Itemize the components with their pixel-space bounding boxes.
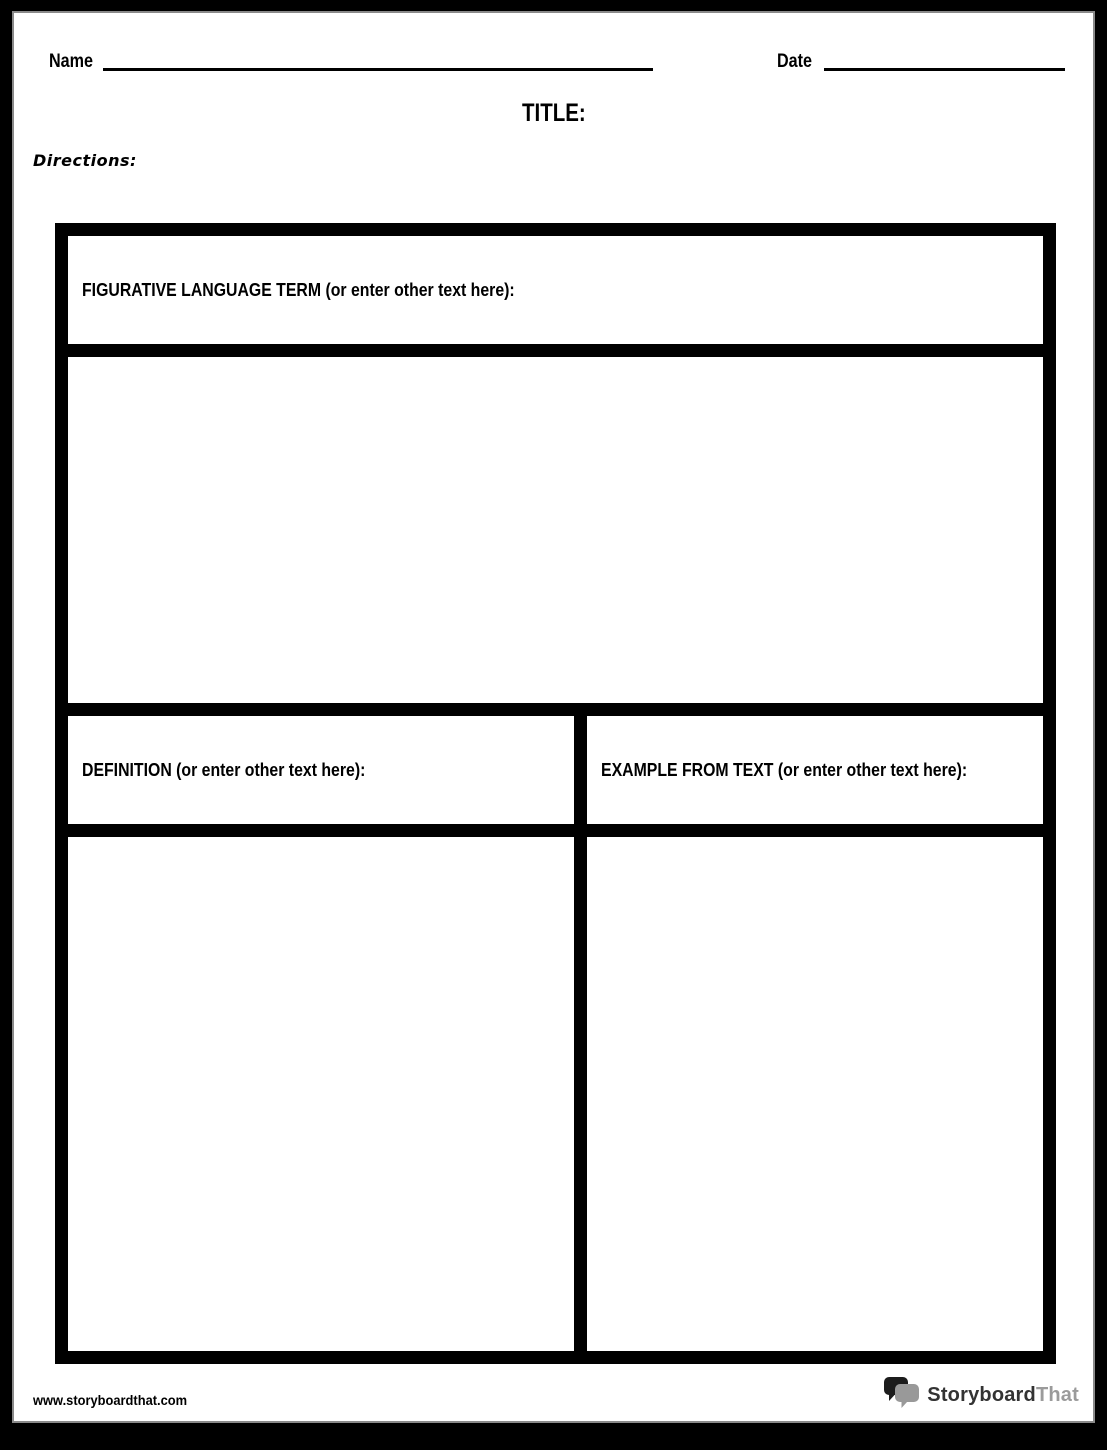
logo-text-storyboard: Storyboard [927,1383,1036,1406]
name-input-line[interactable] [103,68,653,71]
date-label: Date [776,51,812,72]
directions-label: Directions: [33,151,137,170]
definition-label-cell [64,712,578,828]
term-label: FIGURATIVE LANGUAGE TERM (or enter other text here): [82,279,515,300]
figurative-language-table [55,223,1056,1364]
definition-label: DEFINITION (or enter other text here): [82,759,366,780]
definition-example-label-row [64,712,1047,828]
title-row [14,99,1093,128]
speech-bubbles-icon [883,1376,920,1414]
name-date-row [49,51,1065,73]
date-input-line[interactable] [824,68,1065,71]
logo-text-that: That [1035,1383,1079,1406]
website-url: www.storyboardthat.com [33,1392,188,1408]
definition-answer-box[interactable] [64,833,578,1355]
worksheet-title: TITLE: [521,99,586,127]
term-answer-box[interactable] [64,353,1047,707]
example-answer-box[interactable] [583,833,1047,1355]
logo-wordmark [927,1384,1079,1407]
worksheet-page [12,11,1095,1423]
example-label-cell [583,712,1047,828]
example-label: EXAMPLE FROM TEXT (or enter other text here): [601,759,968,780]
storyboardthat-logo [883,1376,1079,1414]
definition-example-answer-row [64,833,1047,1355]
term-label-cell [64,232,1047,348]
name-label: Name [49,51,93,72]
